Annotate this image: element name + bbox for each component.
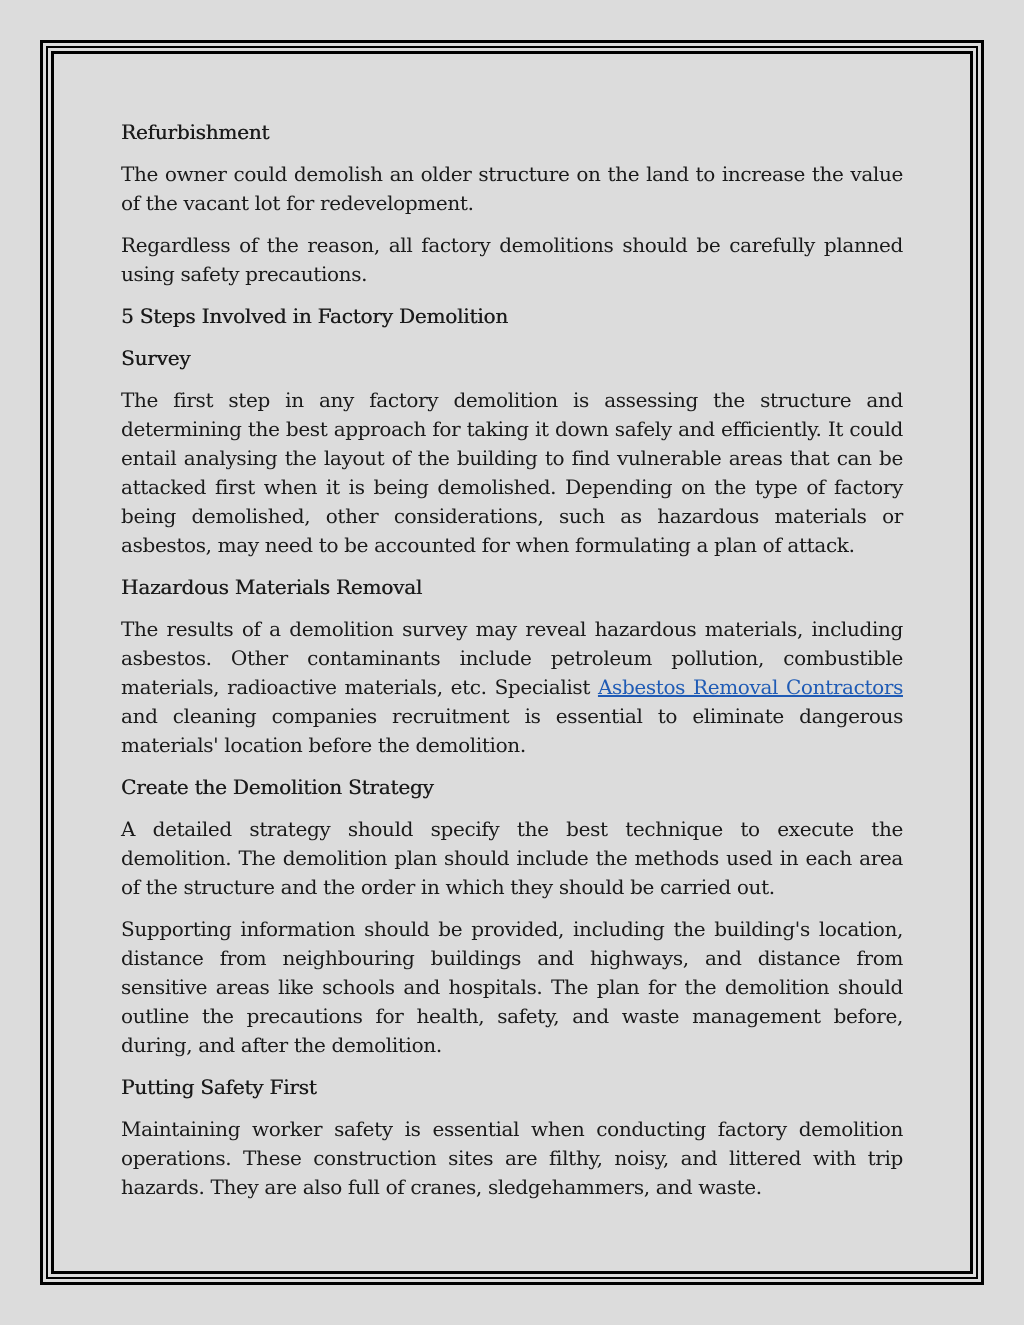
paragraph-hazardous-text-before: The results of a demolition survey may reveal hazardous materials, including asbestos. Other contaminants include petroleum pollution, combustible materials, radioactive materials, etc. Specialist	[121, 617, 903, 699]
heading-safety-first: Putting Safety First	[121, 1075, 317, 1099]
heading-demolition-strategy: Create the Demolition Strategy	[121, 775, 434, 799]
heading-refurbishment: Refurbishment	[121, 120, 270, 144]
paragraph-hazardous-text-after: and cleaning companies recruitment is essential to eliminate dangerous materials' location before the demolition.	[121, 704, 903, 757]
paragraph-strategy-2: Supporting information should be provided, including the building's location, distance from neighbouring buildings and highways, and distance from sensitive areas like schools and hospitals. The plan for the demolition should outline the precautions for health, safety, and waste management before, during, and after the demolition.	[121, 917, 903, 1057]
paragraph-safety-first: Maintaining worker safety is essential when conducting factory demolition operations. These construction sites are filthy, noisy, and littered with trip hazards. They are also full of cranes, sledgehammers, and waste.	[121, 1117, 903, 1199]
heading-five-steps: 5 Steps Involved in Factory Demolition	[121, 304, 508, 328]
heading-hazardous-materials: Hazardous Materials Removal	[121, 575, 423, 599]
heading-survey: Survey	[121, 346, 191, 370]
paragraph-hazardous-materials	[121, 615, 903, 760]
document-body	[121, 118, 903, 1215]
paragraph-refurbishment-1: The owner could demolish an older structure on the land to increase the value of the vacant lot for redevelopment.	[121, 162, 903, 215]
paragraph-strategy-1: A detailed strategy should specify the best technique to execute the demolition. The demolition plan should include the methods used in each area of the structure and the order in which they should be carried out.	[121, 817, 903, 899]
paragraph-refurbishment-2: Regardless of the reason, all factory demolitions should be carefully planned using safety precautions.	[121, 233, 903, 286]
asbestos-removal-contractors-link[interactable]: Asbestos Removal Contractors	[597, 675, 903, 699]
paragraph-survey: The first step in any factory demolition is assessing the structure and determining the best approach for taking it down safely and efficiently. It could entail analysing the layout of the building to find vulnerable areas that can be attacked first when it is being demolished. Depending on the type of factory being demolished, other considerations, such as hazardous materials or asbestos, may need to be accounted for when formulating a plan of attack.	[121, 388, 903, 557]
